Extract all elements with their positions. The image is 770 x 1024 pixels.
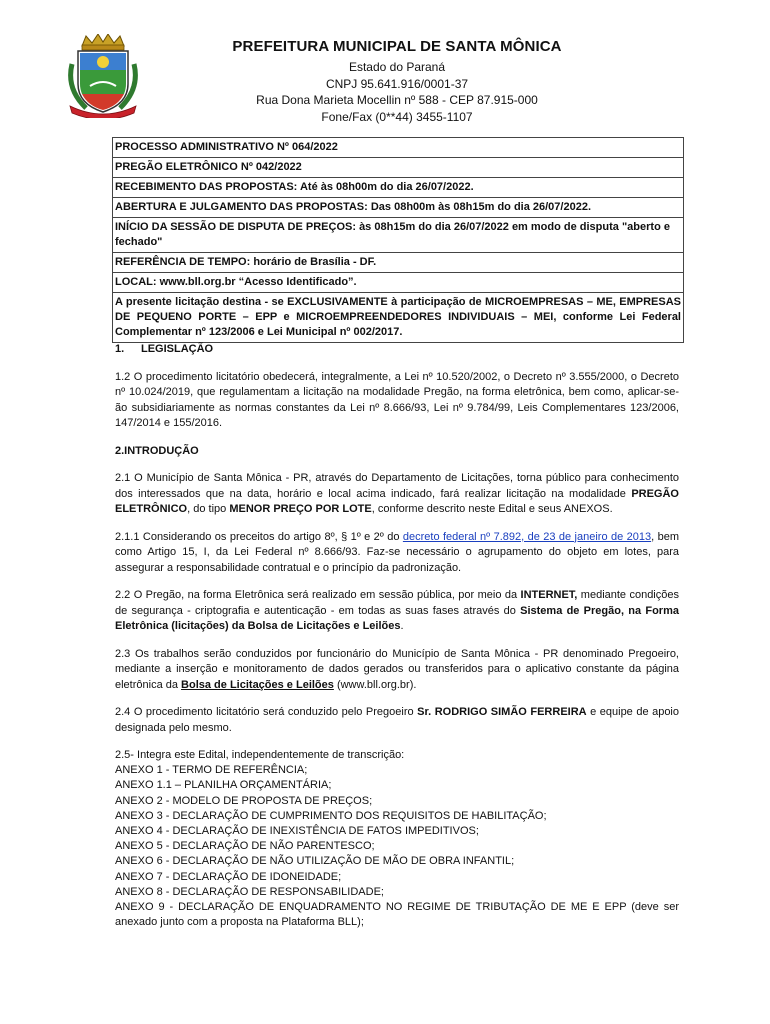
bold-run: PREGÃO ELETRÔNICO	[115, 487, 679, 515]
letterhead	[200, 38, 594, 125]
annex-item: ANEXO 9 - DECLARAÇÃO DE ENQUADRAMENTO NO REGIME DE TRIBUTAÇÃO DE ME E EPP (deve ser anexado junto com a proposta na Plataforma BLL);	[115, 901, 679, 929]
section-heading-legislacao	[115, 342, 679, 358]
state-line: Estado do Paraná	[348, 60, 446, 74]
annex-intro: 2.5- Integra este Edital, independentemente de transcrição:	[115, 749, 405, 761]
process-info-table	[112, 137, 684, 343]
cnpj-line: CNPJ 95.641.916/0001-37	[325, 76, 469, 91]
text-run: 2.1 O Município de Santa Mônica - PR, através do Departamento de Licitações, torna público para conhecimento dos interessados que na data, horário e local acima indicado, fará realizar licitação na modalidade	[115, 472, 679, 500]
annex-item: ANEXO 2 - MODELO DE PROPOSTA DE PREÇOS;	[115, 794, 373, 807]
text-run: , conforme descrito neste Edital e seus ANEXOS.	[371, 503, 613, 515]
paragraph-1-2: 1.2 O procedimento licitatório obedecerá, integralmente, a Lei nº 10.520/2002, o Decreto nº 3.555/2000, o Decreto nº 10.024/2019, que regulamentam a licitação na modalidade Pregão, na forma eletrônica, bem como, aplicar-se-ão subsidiariamente as normas constantes da Lei nº 8.666/93, Lei nº 9.784/99, Leis Complementares 123/2006, 147/2014 e 155/2016.	[115, 370, 679, 429]
paragraph-2-3	[115, 647, 679, 694]
decree-link[interactable]: decreto federal nº 7.892, de 23 de janeiro de 2013	[402, 530, 652, 543]
bold-run: INTERNET,	[520, 589, 578, 601]
municipal-coat-of-arms-icon	[64, 34, 142, 118]
text-run: mediante condições de segurança - criptografia e autenticação - em todas as suas fases através do	[115, 589, 679, 617]
text-run: , do tipo	[187, 503, 230, 515]
paragraph-2-1	[115, 471, 679, 518]
info-row-process: PROCESSO ADMINISTRATIVO Nº 064/2022	[113, 138, 683, 158]
section-heading-introducao: 2.INTRODUÇÃO	[115, 444, 199, 457]
paragraph-2-1-1	[115, 530, 679, 577]
paragraph-2-2	[115, 588, 679, 635]
text-run: 2.1.1 Considerando os preceitos do artigo 8º, § 1º e 2º do	[115, 530, 403, 543]
address-line: Rua Dona Marieta Mocellin nº 588 - CEP 87.915-000	[256, 93, 538, 107]
text-run: e equipe de apoio designada pelo mesmo.	[115, 706, 679, 734]
municipality-title: PREFEITURA MUNICIPAL DE SANTA MÔNICA	[232, 38, 562, 55]
annex-item: ANEXO 3 - DECLARAÇÃO DE CUMPRIMENTO DOS REQUISITOS DE HABILITAÇÃO;	[115, 809, 547, 822]
annex-item: ANEXO 8 - DECLARAÇÃO DE RESPONSABILIDADE;	[115, 885, 384, 898]
bold-underlined-run: Bolsa de Licitações e Leilões	[181, 678, 334, 691]
phone-line: Fone/Fax (0**44) 3455-1107	[321, 109, 473, 124]
info-row-exclusivity: A presente licitação destina - se EXCLUSIVAMENTE à participação de MICROEMPRESAS – ME, EMPRESAS DE PEQUENO PORTE – EPP e MICROEMPREENDEDORES INDIVIDUAIS – MEI, conforme Lei Federal Complementar nº 123/2006 e Lei Municipal nº 002/2017.	[115, 296, 681, 338]
annex-item: ANEXO 5 - DECLARAÇÃO DE NÃO PARENTESCO;	[115, 840, 375, 853]
text-run: (www.bll.org.br).	[333, 678, 417, 691]
annex-item: ANEXO 1 - TERMO DE REFERÊNCIA;	[115, 764, 308, 777]
info-row-time-reference: REFERÊNCIA DE TEMPO: horário de Brasília - DF.	[113, 253, 683, 273]
annex-item: ANEXO 6 - DECLARAÇÃO DE NÃO UTILIZAÇÃO DE MÃO DE OBRA INFANTIL;	[115, 855, 515, 868]
info-row-session: INÍCIO DA SESSÃO DE DISPUTA DE PREÇOS: às 08h15m do dia 26/07/2022 em modo de disputa "aberto e fechado"	[113, 218, 683, 253]
bold-run: Sistema de Pregão, na Forma Eletrônica (licitações) da Bolsa de Licitações e Leilões	[115, 604, 679, 632]
bold-run: MENOR PREÇO POR LOTE	[229, 503, 372, 515]
text-run: .	[400, 620, 404, 632]
info-row-receipt: RECEBIMENTO DAS PROPOSTAS: Até às 08h00m do dia 26/07/2022.	[113, 178, 683, 198]
text-run: 2.3 Os trabalhos serão conduzidos por funcionário do Município de Santa Mônica - PR denominado Pregoeiro, mediante a inserção e monitoramento de dados gerados ou transferidos para o aplicativo constante da página eletrônica da	[115, 647, 679, 691]
annex-item: ANEXO 1.1 – PLANILHA ORÇAMENTÁRIA;	[115, 779, 332, 792]
info-row-pregao: PREGÃO ELETRÔNICO Nº 042/2022	[113, 158, 683, 178]
section-title: LEGISLAÇÃO	[141, 343, 214, 355]
text-run: 2.2 O Pregão, na forma Eletrônica será realizado em sessão pública, por meio da	[115, 589, 521, 601]
text-run: , bem como Artigo 15, I, da Lei Federal nº 8.666/93. Faz-se necessário o agrupamento do objeto em lotes, para assegurar a responsabilidade contratual e o princípio da padronização.	[115, 530, 679, 574]
section-number: 1.	[115, 343, 125, 355]
annex-item: ANEXO 7 - DECLARAÇÃO DE IDONEIDADE;	[115, 870, 342, 883]
bold-run: Sr. RODRIGO SIMÃO FERREIRA	[417, 706, 587, 718]
paragraph-2-4	[115, 705, 679, 736]
document-body	[115, 342, 679, 930]
info-row-opening: ABERTURA E JULGAMENTO DAS PROPOSTAS: Das 08h00m às 08h15m do dia 26/07/2022.	[113, 198, 683, 218]
annex-item: ANEXO 4 - DECLARAÇÃO DE INEXISTÊNCIA DE FATOS IMPEDITIVOS;	[115, 825, 479, 838]
info-row-location: LOCAL: www.bll.org.br “Acesso Identificado”.	[113, 273, 683, 293]
text-run: 2.4 O procedimento licitatório será conduzido pelo Pregoeiro	[115, 706, 418, 718]
